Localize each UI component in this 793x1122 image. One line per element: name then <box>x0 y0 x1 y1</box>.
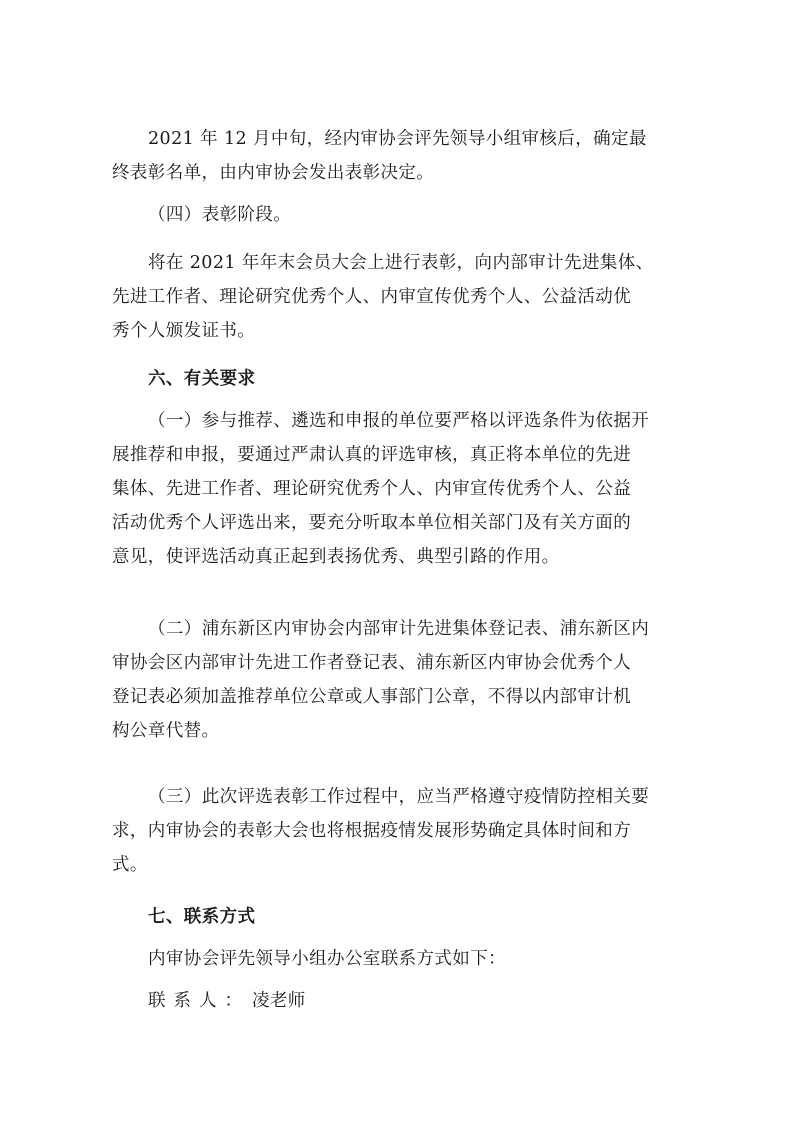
stage-four-heading <box>112 198 672 232</box>
section-seven-title: 七、联系方式 <box>148 907 256 927</box>
paragraph-final-list <box>112 122 672 190</box>
paragraph-line: 2021 年 12 月中旬，经内审协会评先领导小组审核后，确定最 <box>148 129 647 149</box>
stage-four-label: （四）表彰阶段。 <box>148 205 292 225</box>
requirement-item-one <box>112 404 672 574</box>
paragraph-line: （一）参与推荐、遴选和申报的单位要严格以评选条件为依据开 <box>148 411 650 431</box>
contact-intro-text: 内审协会评先领导小组办公室联系方式如下： <box>148 949 506 969</box>
paragraph-line: （二）浦东新区内审协会内部审计先进集体登记表、浦东新区内 <box>148 619 650 639</box>
paragraph-line: （三）此次评选表彰工作过程中，应当严格遵守疫情防控相关要 <box>148 787 650 807</box>
paragraph-line: 式。 <box>112 855 148 875</box>
requirement-item-two <box>112 612 672 748</box>
paragraph-line: 集体、先进工作者、理论研究优秀个人、内审宣传优秀个人、公益 <box>112 479 632 499</box>
contact-person-row <box>112 984 672 1018</box>
paragraph-line: 先进工作者、理论研究优秀个人、内审宣传优秀个人、公益活动优 <box>112 287 632 307</box>
section-six-heading <box>112 362 672 396</box>
contact-value: 凌老师 <box>252 991 306 1011</box>
paragraph-line: 审协会区内部审计先进工作者登记表、浦东新区内审协会优秀个人 <box>112 653 632 673</box>
paragraph-line: 展推荐和申报，要通过严肃认真的评选审核，真正将本单位的先进 <box>112 445 632 465</box>
paragraph-line: 秀个人颁发证书。 <box>112 321 256 341</box>
section-seven-heading <box>112 900 672 934</box>
contact-label: 联系人： <box>148 991 250 1011</box>
contact-intro <box>112 942 672 976</box>
paragraph-line: 终表彰名单，由内审协会发出表彰决定。 <box>112 163 435 183</box>
section-six-title: 六、有关要求 <box>148 369 256 389</box>
paragraph-line: 构公章代替。 <box>112 721 220 741</box>
paragraph-line: 求，内审协会的表彰大会也将根据疫情发展形势确定具体时间和方 <box>112 821 632 841</box>
contact-row <box>112 984 672 1018</box>
paragraph-line: 意见，使评选活动真正起到表扬优秀、典型引路的作用。 <box>112 547 560 567</box>
paragraph-line: 将在 2021 年年末会员大会上进行表彰，向内部审计先进集体、 <box>148 253 654 273</box>
paragraph-line: 活动优秀个人评选出来，要充分听取本单位相关部门及有关方面的 <box>112 513 632 533</box>
paragraph-line: 登记表必须加盖推荐单位公章或人事部门公章，不得以内部审计机 <box>112 687 632 707</box>
requirement-item-three <box>112 780 672 882</box>
paragraph-award <box>112 246 672 348</box>
